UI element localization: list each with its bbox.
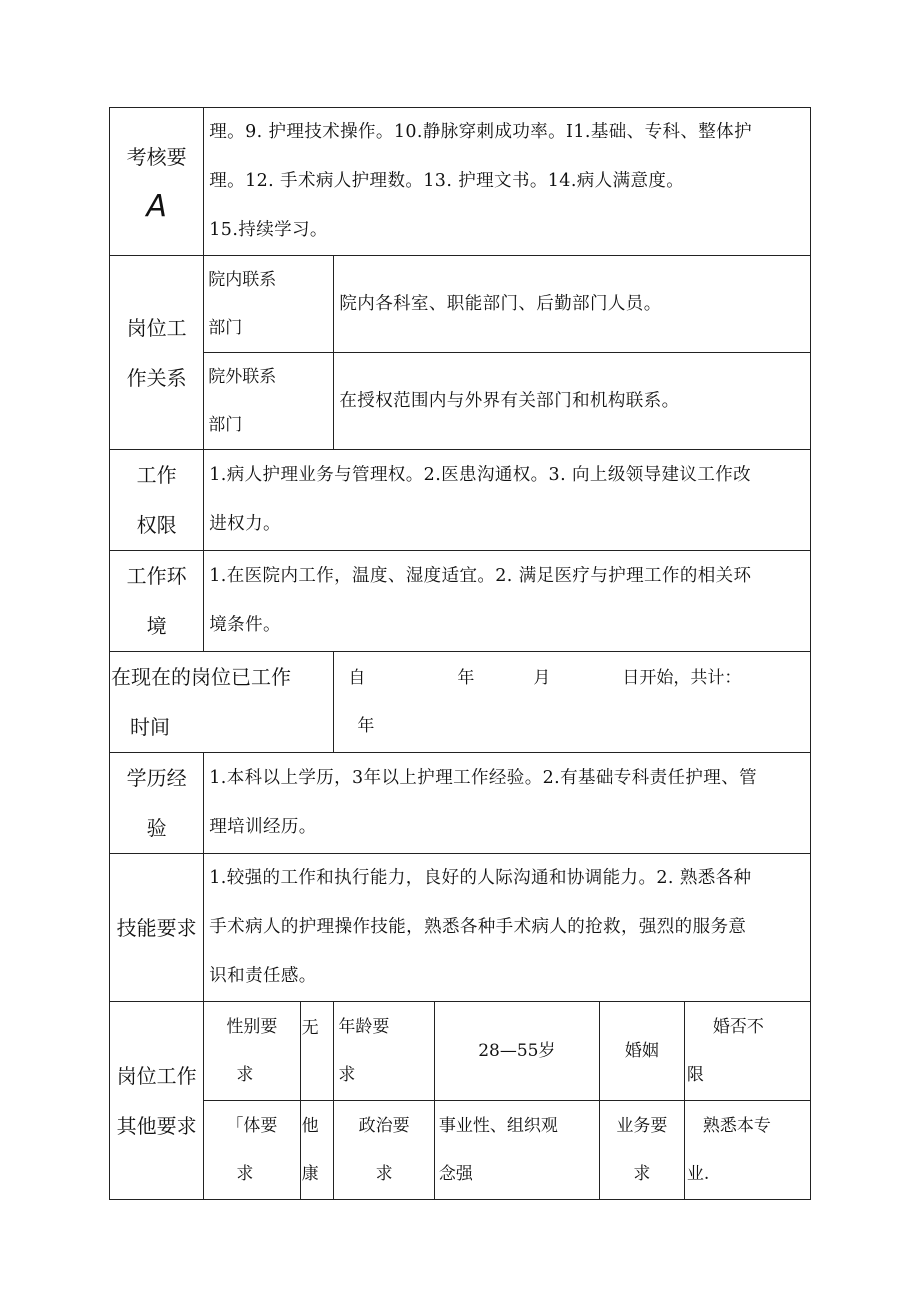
external-contact-label-line1: 院外联系 xyxy=(208,367,277,387)
body-value-line1: 他 xyxy=(301,1116,319,1136)
gender-label-line1: 性别要 xyxy=(226,1017,278,1037)
business-value-line1: 熟悉本专 xyxy=(702,1116,771,1136)
environment-row xyxy=(110,551,811,652)
assessment-line: 理。12. 手术病人护理数。13. 护理文书。14.病人满意度。 xyxy=(209,171,685,191)
skills-line: 1.较强的工作和执行能力，良好的人际沟通和协调能力。2. 熟悉各种 xyxy=(209,868,752,888)
environment-line: 1.在医院内工作，温度、湿度适宜。2. 满足医疗与护理工作的相关环 xyxy=(209,566,752,586)
politics-value-line2: 念强 xyxy=(438,1164,473,1184)
environment-line: 境条件。 xyxy=(209,615,281,635)
other-req-label-line1: 岗位工作 xyxy=(116,1063,197,1088)
assessment-row xyxy=(110,108,811,256)
environment-label-line1: 工作环 xyxy=(126,564,187,588)
skills-line: 手术病人的护理操作技能，熟悉各种手术病人的抢救，强烈的服务意 xyxy=(209,917,747,937)
skills-label-text: 技能要求 xyxy=(116,915,197,940)
assessment-line: 15.持续学习。 xyxy=(209,220,328,240)
environment-label xyxy=(110,551,204,652)
skills-label xyxy=(110,854,204,1002)
job-description-table xyxy=(109,107,811,1200)
external-contact-label-line2: 部门 xyxy=(208,415,243,435)
other-req-row-1 xyxy=(110,1002,811,1101)
education-label-line1: 学历经 xyxy=(126,766,187,790)
internal-contact-label xyxy=(204,256,334,353)
tenure-total-year: 年 xyxy=(357,716,375,736)
other-req-label xyxy=(110,1002,204,1200)
skills-line: 识和责任感。 xyxy=(209,966,317,986)
external-contact-text xyxy=(334,353,811,450)
body-label-line2: 求 xyxy=(236,1164,254,1184)
age-label xyxy=(334,1002,434,1101)
gender-value xyxy=(300,1002,334,1101)
body-value-line2: 康 xyxy=(301,1164,319,1184)
education-line: 理培训经历。 xyxy=(209,817,317,837)
relations-internal-row xyxy=(110,256,811,353)
assessment-label xyxy=(110,108,204,256)
gender-label-line2: 求 xyxy=(236,1065,254,1085)
education-line: 1.本科以上学历，3年以上护理工作经验。2.有基础专科责任护理、管 xyxy=(209,768,757,788)
education-label xyxy=(110,753,204,854)
tenure-year: 年 xyxy=(457,668,475,688)
business-value xyxy=(684,1101,810,1200)
business-label xyxy=(599,1101,684,1200)
education-content xyxy=(204,753,811,854)
marriage-label-text: 婚姻 xyxy=(624,1041,659,1061)
age-value-text: 28—55岁 xyxy=(478,1041,556,1061)
age-value xyxy=(434,1002,599,1101)
business-label-line2: 求 xyxy=(633,1164,651,1184)
tenure-content xyxy=(334,652,811,753)
education-row xyxy=(110,753,811,854)
relations-external-row xyxy=(110,353,811,450)
tenure-from: 自 xyxy=(348,668,366,688)
body-label xyxy=(204,1101,300,1200)
politics-value-line1: 事业性、组织观 xyxy=(438,1116,558,1136)
authority-label-line2: 权限 xyxy=(136,513,177,537)
marriage-value-line2: 限 xyxy=(686,1065,704,1085)
internal-contact-label-line1: 院内联系 xyxy=(208,270,277,290)
politics-label-line2: 求 xyxy=(375,1164,393,1184)
authority-line: 进权力。 xyxy=(209,514,281,534)
assessment-content xyxy=(204,108,811,256)
assessment-line: 理。9. 护理技术操作。10.静脉穿刺成功率。I1.基础、专科、整体护 xyxy=(209,122,752,142)
internal-contact-value: 院内各科室、职能部门、后勤部门人员。 xyxy=(339,293,662,314)
other-req-row-2 xyxy=(110,1101,811,1200)
authority-label xyxy=(110,450,204,551)
tenure-day-start: 日开始，共计： xyxy=(622,668,742,688)
business-value-line2: 业. xyxy=(686,1164,710,1184)
assessment-label-line2: A xyxy=(146,188,167,224)
tenure-row xyxy=(110,652,811,753)
skills-content xyxy=(204,854,811,1002)
business-label-line1: 业务要 xyxy=(616,1116,668,1136)
gender-label xyxy=(204,1002,300,1101)
marriage-value xyxy=(684,1002,810,1101)
age-label-line2: 求 xyxy=(338,1065,356,1085)
tenure-label-line1: 在现在的岗位已工作 xyxy=(111,665,291,689)
politics-label xyxy=(334,1101,434,1200)
internal-contact-text xyxy=(334,256,811,353)
age-label-line1: 年龄要 xyxy=(338,1017,390,1037)
politics-label-line1: 政治要 xyxy=(358,1116,410,1136)
skills-row xyxy=(110,854,811,1002)
relations-label xyxy=(110,256,204,450)
tenure-label xyxy=(110,652,334,753)
authority-line: 1.病人护理业务与管理权。2.医患沟通权。3. 向上级领导建议工作改 xyxy=(209,465,752,485)
tenure-month: 月 xyxy=(533,668,551,688)
authority-row xyxy=(110,450,811,551)
relations-label-line2: 作关系 xyxy=(126,365,187,390)
education-label-line2: 验 xyxy=(146,816,167,840)
body-label-line1: 「体要 xyxy=(226,1116,278,1136)
marriage-value-line1: 婚否不 xyxy=(712,1017,764,1037)
environment-label-line2: 境 xyxy=(146,614,167,638)
relations-label-line1: 岗位工 xyxy=(126,315,187,340)
tenure-label-line2: 时间 xyxy=(130,715,170,739)
external-contact-label xyxy=(204,353,334,450)
marriage-label xyxy=(599,1002,684,1101)
internal-contact-label-line2: 部门 xyxy=(208,318,243,338)
gender-value-text: 无 xyxy=(301,1018,319,1038)
authority-label-line1: 工作 xyxy=(136,463,177,487)
external-contact-value: 在授权范围内与外界有关部门和机构联系。 xyxy=(339,390,680,411)
authority-content xyxy=(204,450,811,551)
assessment-label-line1: 考核要 xyxy=(126,144,187,169)
other-req-label-line2: 其他要求 xyxy=(116,1113,197,1138)
environment-content xyxy=(204,551,811,652)
politics-value xyxy=(434,1101,599,1200)
body-value xyxy=(300,1101,334,1200)
